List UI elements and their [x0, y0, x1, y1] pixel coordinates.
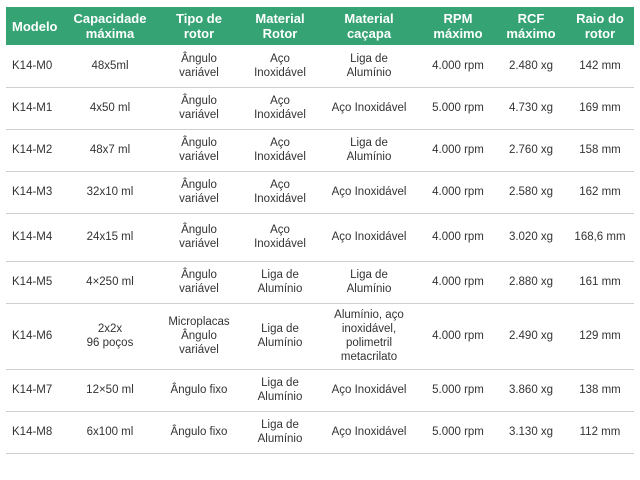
- table-row: [6, 87, 634, 129]
- cell-rotor-type: Ângulo variável: [156, 45, 242, 87]
- cell-rcf: 2.480 xg: [496, 45, 566, 87]
- cell-rotor-type: Ângulo variável: [156, 261, 242, 303]
- table-row: [6, 213, 634, 261]
- table-row: [6, 369, 634, 411]
- cell-model: K14-M5: [6, 261, 64, 303]
- cell-capacity: 32x10 ml: [64, 171, 156, 213]
- cell-radius: 158 mm: [566, 129, 634, 171]
- cell-rotor-material: Liga de Alumínio: [242, 261, 318, 303]
- cell-bucket-material: Alumínio, aço inoxidável, polimetril metacrilato: [318, 303, 420, 369]
- cell-rotor-material: Aço Inoxidável: [242, 171, 318, 213]
- cell-rotor-material: Aço Inoxidável: [242, 45, 318, 87]
- cell-model: K14-M4: [6, 213, 64, 261]
- cell-rotor-material: Liga de Alumínio: [242, 411, 318, 453]
- cell-radius: 129 mm: [566, 303, 634, 369]
- cell-rpm: 4.000 rpm: [420, 303, 496, 369]
- cell-model: K14-M1: [6, 87, 64, 129]
- cell-rotor-material: Liga de Alumínio: [242, 369, 318, 411]
- cell-bucket-material: Aço Inoxidável: [318, 369, 420, 411]
- cell-rcf: 3.860 xg: [496, 369, 566, 411]
- cell-capacity: 2x2x 96 poços: [64, 303, 156, 369]
- rotor-spec-table: [6, 7, 634, 454]
- table-row: [6, 171, 634, 213]
- header-max-rcf: RCF máximo: [496, 7, 566, 45]
- cell-radius: 138 mm: [566, 369, 634, 411]
- cell-capacity: 4x50 ml: [64, 87, 156, 129]
- cell-rcf: 2.880 xg: [496, 261, 566, 303]
- table-row: [6, 261, 634, 303]
- cell-rotor-type: Ângulo variável: [156, 129, 242, 171]
- cell-model: K14-M7: [6, 369, 64, 411]
- cell-rcf: 2.760 xg: [496, 129, 566, 171]
- cell-rotor-material: Aço Inoxidável: [242, 129, 318, 171]
- cell-capacity: 4×250 ml: [64, 261, 156, 303]
- cell-capacity: 6x100 ml: [64, 411, 156, 453]
- cell-model: K14-M2: [6, 129, 64, 171]
- cell-capacity: 48x7 ml: [64, 129, 156, 171]
- cell-capacity: 12×50 ml: [64, 369, 156, 411]
- cell-radius: 162 mm: [566, 171, 634, 213]
- cell-bucket-material: Liga de Alumínio: [318, 129, 420, 171]
- cell-bucket-material: Liga de Alumínio: [318, 45, 420, 87]
- cell-rotor-type: Ângulo fixo: [156, 369, 242, 411]
- cell-bucket-material: Aço Inoxidável: [318, 171, 420, 213]
- cell-rcf: 3.130 xg: [496, 411, 566, 453]
- cell-radius: 169 mm: [566, 87, 634, 129]
- cell-rotor-material: Aço Inoxidável: [242, 87, 318, 129]
- cell-rpm: 4.000 rpm: [420, 261, 496, 303]
- cell-rcf: 2.580 xg: [496, 171, 566, 213]
- cell-rpm: 4.000 rpm: [420, 45, 496, 87]
- header-max-capacity: Capacidade máxima: [64, 7, 156, 45]
- cell-radius: 112 mm: [566, 411, 634, 453]
- header-model: Modelo: [6, 7, 64, 45]
- cell-model: K14-M6: [6, 303, 64, 369]
- cell-bucket-material: Aço Inoxidável: [318, 411, 420, 453]
- cell-model: K14-M0: [6, 45, 64, 87]
- header-rotor-type: Tipo de rotor: [156, 7, 242, 45]
- cell-rpm: 4.000 rpm: [420, 129, 496, 171]
- cell-rotor-type: Ângulo variável: [156, 213, 242, 261]
- cell-rotor-type: Ângulo variável: [156, 87, 242, 129]
- cell-model: K14-M8: [6, 411, 64, 453]
- cell-radius: 168,6 mm: [566, 213, 634, 261]
- table-row: [6, 45, 634, 87]
- cell-rotor-type: Microplacas Ângulo variável: [156, 303, 242, 369]
- cell-model: K14-M3: [6, 171, 64, 213]
- cell-capacity: 48x5ml: [64, 45, 156, 87]
- cell-bucket-material: Liga de Alumínio: [318, 261, 420, 303]
- header-rotor-radius: Raio do rotor: [566, 7, 634, 45]
- cell-radius: 142 mm: [566, 45, 634, 87]
- cell-rpm: 4.000 rpm: [420, 213, 496, 261]
- cell-rotor-material: Aço Inoxidável: [242, 213, 318, 261]
- cell-bucket-material: Aço Inoxidável: [318, 87, 420, 129]
- cell-rotor-material: Liga de Alumínio: [242, 303, 318, 369]
- cell-radius: 161 mm: [566, 261, 634, 303]
- table-row: [6, 129, 634, 171]
- cell-rcf: 4.730 xg: [496, 87, 566, 129]
- cell-rpm: 5.000 rpm: [420, 87, 496, 129]
- cell-rpm: 5.000 rpm: [420, 411, 496, 453]
- cell-rotor-type: Ângulo fixo: [156, 411, 242, 453]
- header-max-rpm: RPM máximo: [420, 7, 496, 45]
- cell-rotor-type: Ângulo variável: [156, 171, 242, 213]
- header-bucket-material: Material caçapa: [318, 7, 420, 45]
- cell-rpm: 5.000 rpm: [420, 369, 496, 411]
- cell-capacity: 24x15 ml: [64, 213, 156, 261]
- header-rotor-material: Material Rotor: [242, 7, 318, 45]
- cell-bucket-material: Aço Inoxidável: [318, 213, 420, 261]
- cell-rcf: 2.490 xg: [496, 303, 566, 369]
- cell-rpm: 4.000 rpm: [420, 171, 496, 213]
- table-row: [6, 411, 634, 453]
- cell-rcf: 3.020 xg: [496, 213, 566, 261]
- table-row: [6, 303, 634, 369]
- header-row: [6, 7, 634, 45]
